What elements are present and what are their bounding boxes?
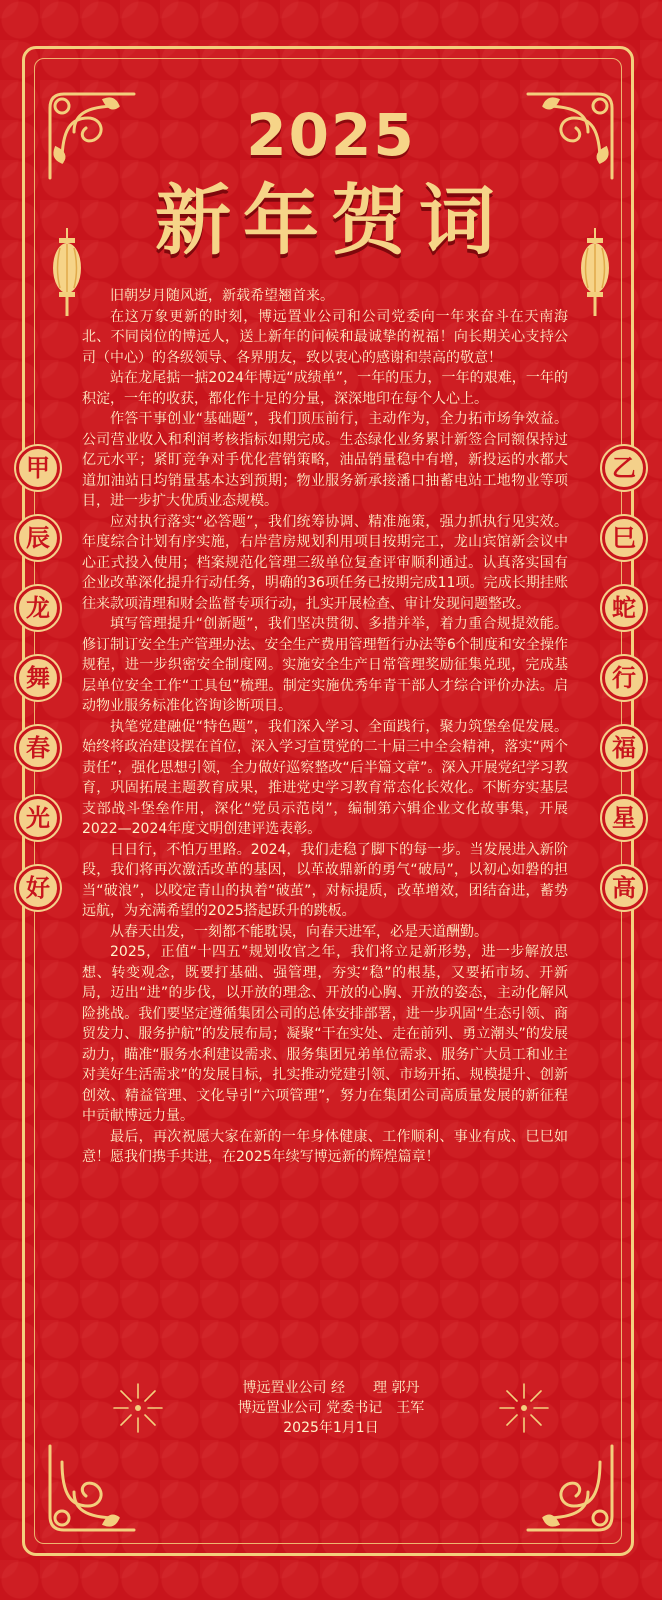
couplet-char: 春 — [16, 726, 60, 770]
message-body — [82, 286, 568, 1168]
couplet-char: 行 — [602, 656, 646, 700]
paragraph: 在这万象更新的时刻，博远置业公司和公司党委向一年来奋斗在天南海北、不同岗位的博远人，送上新年的问候和最诚挚的祝福！向长期关心支持公司（中心）的各级领导、各界朋友，致以衷心的感谢和崇高的敬意！ — [82, 308, 568, 366]
left-couplet — [18, 446, 58, 936]
paragraph: 填写管理提升“创新题”，我们坚决贯彻、多措并举，着力重合规提效能。修订制订安全生产管理办法、安全生产费用管理暂行办法等6个制度和安全操作规程，进一步织密安全制度网。实施安全生产日常管理奖励征集兑现，完成基层单位安全工作“工具包”梳理。制定实施优秀年青干部人才综合评价办法。启动物业服务标准化咨询诊断项目。 — [82, 616, 568, 714]
paragraph: 作答干事创业“基础题”，我们顶压前行，主动作为，全力拓市场争效益。公司营业收入和利润考核指标如期完成。生态绿化业务累计新签合同额保持过亿元水平；紧盯竞争对手优化营销策略，油品销量稳中有增，新投运的水都大道加油站日均销量基本达到预期；物业服务新承接潘口抽蓄电站工地物业等项目，进一步扩大优质业态规模。 — [82, 411, 568, 509]
couplet-char: 星 — [602, 796, 646, 840]
couplet-char: 好 — [16, 866, 60, 910]
couplet-char: 福 — [602, 726, 646, 770]
paragraph: 从春天出发，一刻都不能耽误，向春天进军，必是天道酬勤。 — [110, 923, 488, 940]
couplet-char: 舞 — [16, 656, 60, 700]
couplet-char: 甲 — [16, 446, 60, 490]
couplet-char: 光 — [16, 796, 60, 840]
signature-block — [0, 1378, 662, 1438]
right-couplet — [604, 446, 644, 936]
couplet-char: 巳 — [602, 516, 646, 560]
couplet-char: 辰 — [16, 516, 60, 560]
year-heading: 2025 — [246, 101, 416, 169]
paragraph: 最后，再次祝愿大家在新的一年身体健康、工作顺利、事业有成、巳巳如意！愿我们携手共进，在2025年续写博远新的辉煌篇章！ — [82, 1128, 568, 1165]
paragraph: 日日行，不怕万里路。2024，我们走稳了脚下的每一步。当发展进入新阶段，我们将再次激活改革的基因，以革故鼎新的勇气“破局”，以初心如磐的担当“破浪”，以咬定青山的执着“破茧”，对标提质，改革增效，团结奋进，蓄势远航，为充满希望的2025搭起跃升的跳板。 — [82, 841, 568, 919]
paragraph: 旧朝岁月随风逝，新载希望翘首来。 — [110, 288, 334, 304]
paragraph: 执笔党建融促“特色题”，我们深入学习、全面践行，聚力筑堡垒促发展。始终将政治建设摆在首位，深入学习宣贯党的二十届三中全会精神，落实“两个责任”，强化思想引领，全力做好巡察整改“后半篇文章”。深入开展党纪学习教育，巩固拓展主题教育成果，推进党史学习教育常态化长效化。不断夯实基层支部战斗堡垒作用，深化“党员示范岗”，编制第六辑企业文化故事集，开展2022—2024年度文明创建评选表彰。 — [82, 718, 568, 837]
signature-date: 2025年1月1日 — [283, 1420, 379, 1436]
paragraph: 应对执行落实“必答题”，我们统筹协调、精准施策，强力抓执行见实效。年度综合计划有序实施，右岸营房规划利用项目按期完工，龙山宾馆新会议中心正式投入使用；档案规范化管理三级单位复查评审顺利通过。认真落实国有企业改革深化提升行动任务，明确的36项任务已按期完成11项。完成长期挂账往来款项清理和财会监督专项行动，扎实开展检查、审计发现问题整改。 — [82, 513, 568, 612]
corner-ornament-icon — [522, 1440, 618, 1536]
paragraph: 2025，正值“十四五”规划收官之年，我们将立足新形势，进一步解放思想、转变观念，既要打基础、强管理，夯实“稳”的根基，又要拓市场、开新局，迈出“进”的步伐，以开放的理念、开放的心胸、开放的姿态，主动化解风险挑战。我们要坚定遵循集团公司的总体安排部署，进一步巩固“生态引领、商贸发力、服务护航”的发展布局；凝聚“干在实处、走在前列、勇立潮头”的发展动力，瞄准“服务水利建设需求、服务集团兄弟单位需求、服务广大员工和业主对美好生活需求”的发展目标，扎实推动党建引领、市场开拓、规模提升、创新创效、精益管理、文化导引“六项管理”，努力在集团公司高质量发展的新征程中贡献博远力量。 — [82, 944, 568, 1124]
paragraph: 站在龙尾掂一掂2024年博远“成绩单”，一年的压力，一年的艰难，一年的积淀，一年的收获，都化作十足的分量，深深地印在每个人心上。 — [82, 370, 568, 407]
signature-manager: 博远置业公司 经 理 郭丹 — [242, 1380, 420, 1396]
corner-ornament-icon — [44, 1440, 140, 1536]
couplet-char: 蛇 — [602, 586, 646, 630]
signature-secretary: 博远置业公司 党委书记 王军 — [237, 1400, 425, 1416]
couplet-char: 龙 — [16, 586, 60, 630]
couplet-char: 高 — [602, 866, 646, 910]
couplet-char: 乙 — [602, 446, 646, 490]
page-title: 新年贺词 — [155, 176, 507, 265]
